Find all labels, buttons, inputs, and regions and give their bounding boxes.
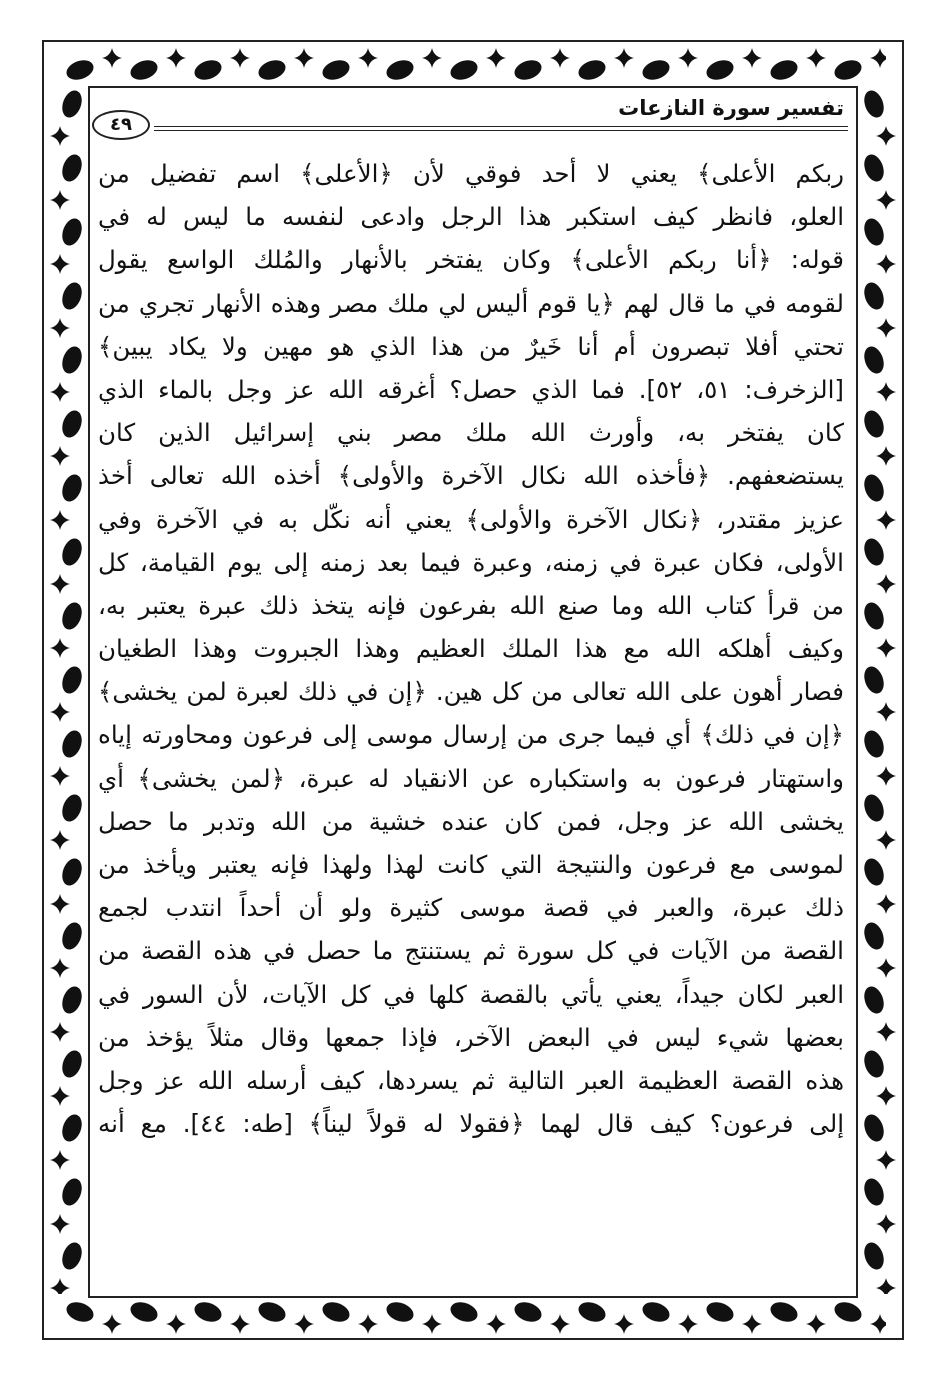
text-line: بعضها شيء ليس في البعض الآخر، فإذا جمعها وقال مثلاً يؤخذ من: [98, 1022, 844, 1052]
ornament-border-right: [860, 84, 900, 1294]
body-text: [98, 152, 844, 1282]
text-line: عزيز مقتدر، ﴿نكال الآخرة والأولى﴾ يعني أنه نكّل به في الآخرة وفي: [98, 504, 844, 534]
text-line: ربكم الأعلى﴾ يعني لا أحد فوقي لأن ﴿الأعلى﴾ اسم تفضيل من: [98, 159, 844, 188]
text-line: قوله: ﴿أنا ربكم الأعلى﴾ وكان يفتخر بالأنهار والمُلك الواسع يقول: [98, 245, 844, 275]
text-line: لقومه في ما قال لهم ﴿يا قوم أليس لي ملك مصر وهذه الأنهار تجري من: [98, 288, 844, 318]
text-line: يخشى الله عز وجل، فمن كان عنده خشية من الله وتدبر ما حصل: [98, 806, 844, 836]
text-line: وكيف أهلكه الله مع هذا الملك العظيم وهذا الجبروت وهذا الطغيان: [98, 634, 844, 664]
ornament-border-bottom: [60, 1298, 886, 1338]
running-title: تفسير سورة النازعات: [618, 96, 844, 120]
text-line: هذه القصة العظيمة العبر التالية ثم يسردها، كيف أرسله الله عز وجل: [98, 1065, 844, 1095]
text-line: يستضعفهم. ﴿فأخذه الله نكال الآخرة والأولى﴾ أخذه الله تعالى أخذ: [98, 461, 844, 491]
text-line: الأولى، فكان عبرة في زمنه، وعبرة فيما بعد زمنه إلى يوم القيامة، كل: [98, 547, 844, 577]
text-line: لموسى مع فرعون والنتيجة التي كانت لهذا ولهذا فإنه يعتبر ويأخذ من: [98, 850, 844, 879]
text-line: القصة من الآيات في كل سورة ثم يستنتج ما حصل في هذه القصة من: [98, 936, 844, 966]
text-line: من قرأ كتاب الله وما صنع الله بفرعون فإنه يتخذ ذلك عبرة يعتبر به،: [98, 590, 844, 620]
page-header: [92, 96, 848, 140]
text-line: العلو، فانظر كيف استكبر هذا الرجل وادعى لنفسه ما ليس له في: [98, 202, 844, 232]
text-line: تحتي أفلا تبصرون أم أنا خَيرٌ من هذا الذي هو مهين ولا يكاد يبين﴾: [98, 331, 844, 361]
page-number-badge: ٤٩: [92, 110, 150, 140]
text-line: ﴿إن في ذلك﴾ أي فيما جرى من إرسال موسى إلى فرعون ومحاورته إياه: [98, 720, 844, 750]
text-line: واستهتار فرعون به واستكباره عن الانقياد له عبرة، ﴿لمن يخشى﴾ أي: [98, 763, 844, 793]
text-line: إلى فرعون؟ كيف قال لهما ﴿فقولا له قولاً ليناً﴾ [طه: ٤٤]. مع أنه: [98, 1109, 844, 1139]
text-line: ذلك عبرة، والعبر في قصة موسى كثيرة ولو أن أحداً انتدب لجمع: [98, 893, 844, 923]
header-rule: [154, 126, 848, 131]
text-line: [الزخرف: ٥١، ٥٢]. فما الذي حصل؟ أغرقه الله عز وجل بالماء الذي: [98, 374, 844, 404]
ornament-border-top: [60, 44, 886, 84]
ornament-border-left: [46, 84, 86, 1294]
text-line: كان يفتخر به، وأورث الله ملك مصر بني إسرائيل الذين كان: [98, 418, 844, 448]
text-line: فصار أهون على الله تعالى من كل هين. ﴿إن في ذلك لعبرة لمن يخشى﴾: [98, 677, 844, 707]
text-line: العبر لكان جيداً، يعني يأتي بالقصة كلها في كل الآيات، لأن السور في: [98, 979, 844, 1009]
